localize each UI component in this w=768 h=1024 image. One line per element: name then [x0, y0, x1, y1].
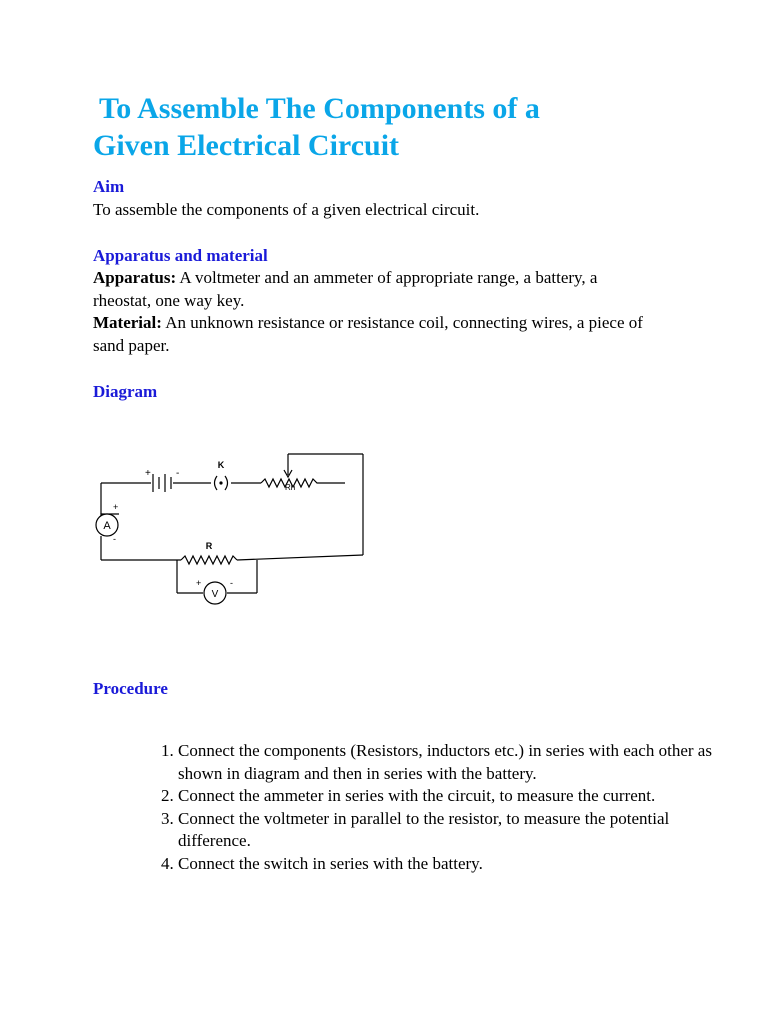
circuit-diagram	[93, 448, 383, 608]
voltmeter-minus-label: -	[230, 578, 233, 588]
ammeter-plus-label: +	[113, 502, 119, 512]
material-label: Material:	[93, 313, 162, 332]
key-label: K	[217, 460, 225, 470]
aim-text: To assemble the components of a given electrical circuit.	[93, 200, 480, 219]
key-left-bracket	[215, 476, 218, 490]
page-title-line-2: Given Electrical Circuit	[93, 129, 400, 162]
procedure-step-2: 2. Connect the ammeter in series with the circuit, to measure the current.	[178, 785, 713, 808]
apparatus-label: Apparatus:	[93, 268, 177, 287]
wire-bottom-b	[237, 555, 363, 560]
rheostat-coil	[261, 479, 345, 487]
procedure-step-3: 3. Connect the voltmeter in parallel to the resistor, to measure the potential difference.	[178, 808, 713, 853]
procedure-steps	[151, 740, 713, 875]
voltmeter-plus-label: +	[196, 578, 202, 588]
key-right-bracket	[225, 476, 228, 490]
voltmeter-label: V	[211, 589, 219, 600]
key-dot	[219, 481, 222, 484]
ammeter-minus-label: -	[113, 534, 116, 544]
procedure-heading: Procedure	[93, 679, 168, 698]
apparatus-text: A voltmeter and an ammeter of appropriate range, a battery, a rheostat, one way key.	[93, 268, 598, 310]
material-text: An unknown resistance or resistance coil, connecting wires, a piece of sand paper.	[93, 313, 643, 355]
ammeter-label: A	[103, 520, 111, 532]
material-paragraph	[93, 312, 653, 357]
procedure-step-4: 4. Connect the switch in series with the battery.	[178, 853, 713, 876]
resistor-label: R	[205, 541, 213, 551]
battery-plus-label: +	[145, 468, 151, 479]
apparatus-paragraph	[93, 267, 653, 312]
diagram-heading: Diagram	[93, 382, 158, 401]
page-title	[93, 90, 693, 164]
apparatus-heading: Apparatus and material	[93, 246, 268, 265]
procedure-step-1: 1. Connect the components (Resistors, inductors etc.) in series with each other as shown in diagram and then in series with the battery.	[178, 740, 713, 785]
resistor-coil	[181, 556, 237, 564]
battery-minus-label: -	[176, 468, 180, 479]
rheostat-label: Rh	[285, 483, 296, 492]
aim-heading: Aim	[93, 177, 125, 196]
page-title-line-1: To Assemble The Components of a	[99, 92, 540, 125]
